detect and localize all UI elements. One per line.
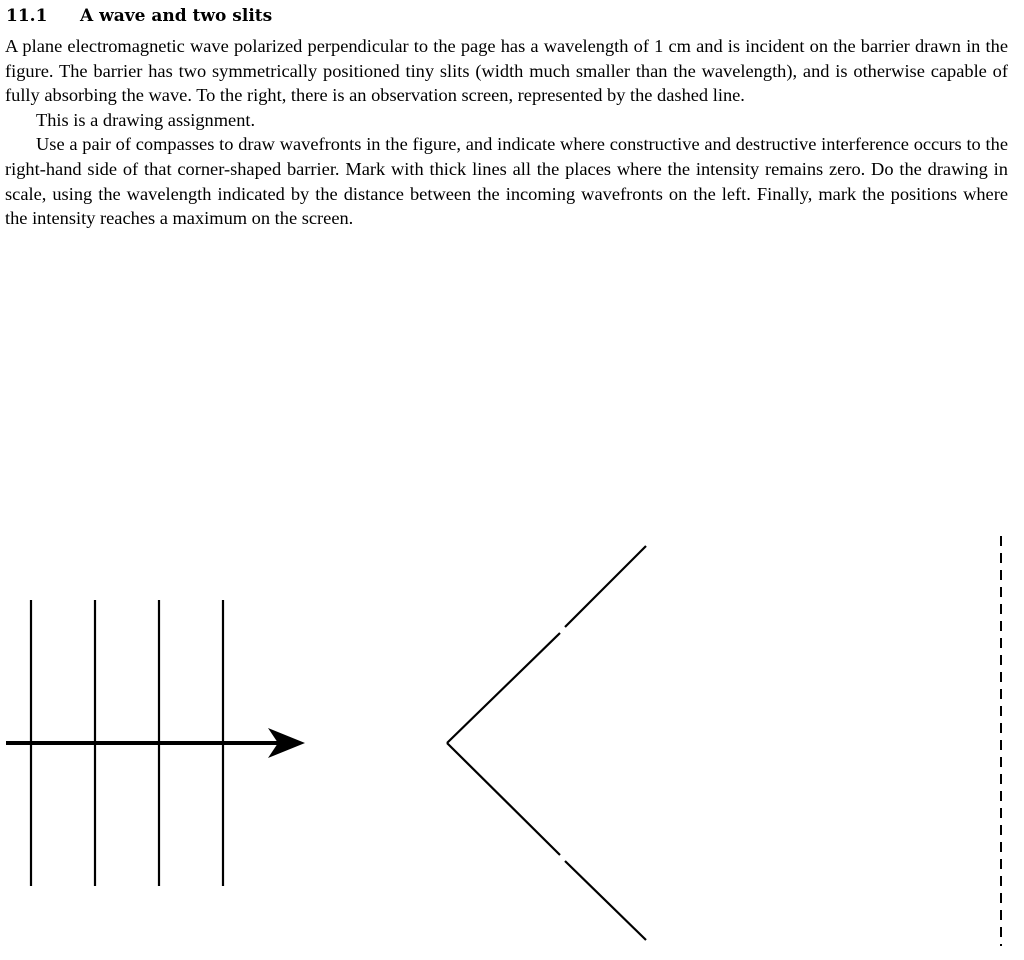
section-title: A wave and two slits <box>80 6 273 26</box>
paragraph-assignment-note: This is a drawing assignment. <box>36 109 256 130</box>
paragraph-problem-statement: A plane electromagnetic wave polarized perpendicular to the page has a wavelength of 1 cm and is incident on the barrier drawn in the figure. The barrier has two symmetrically positioned tiny slits (width much smaller than the wavelength), and is otherwise capable of fully absorbing the wave. To the right, there is an observation screen, represented by the dashed line. <box>5 36 1008 106</box>
propagation-arrow <box>6 728 305 758</box>
section-number: 11.1 <box>6 6 48 26</box>
barrier-lower-inner-segment <box>447 743 560 855</box>
paragraph-instructions: Use a pair of compasses to draw wavefronts in the figure, and indicate where constructive and destructive interference occurs to the right-hand side of that corner-shaped barrier. Mark with thick lines all the places where the intensity remains zero. Do the drawing in scale, using the wavelength indicated by the distance between the incoming wavefronts on the left. Finally, mark the positions where the intensity reaches a maximum on the screen. <box>5 134 1008 229</box>
section-heading <box>6 4 272 28</box>
problem-text <box>5 34 1008 231</box>
barrier-upper-outer-segment <box>565 546 646 627</box>
corner-barrier <box>447 546 646 940</box>
barrier-lower-outer-segment <box>565 861 646 940</box>
wave-slit-figure <box>0 520 1024 950</box>
barrier-upper-inner-segment <box>447 633 560 743</box>
